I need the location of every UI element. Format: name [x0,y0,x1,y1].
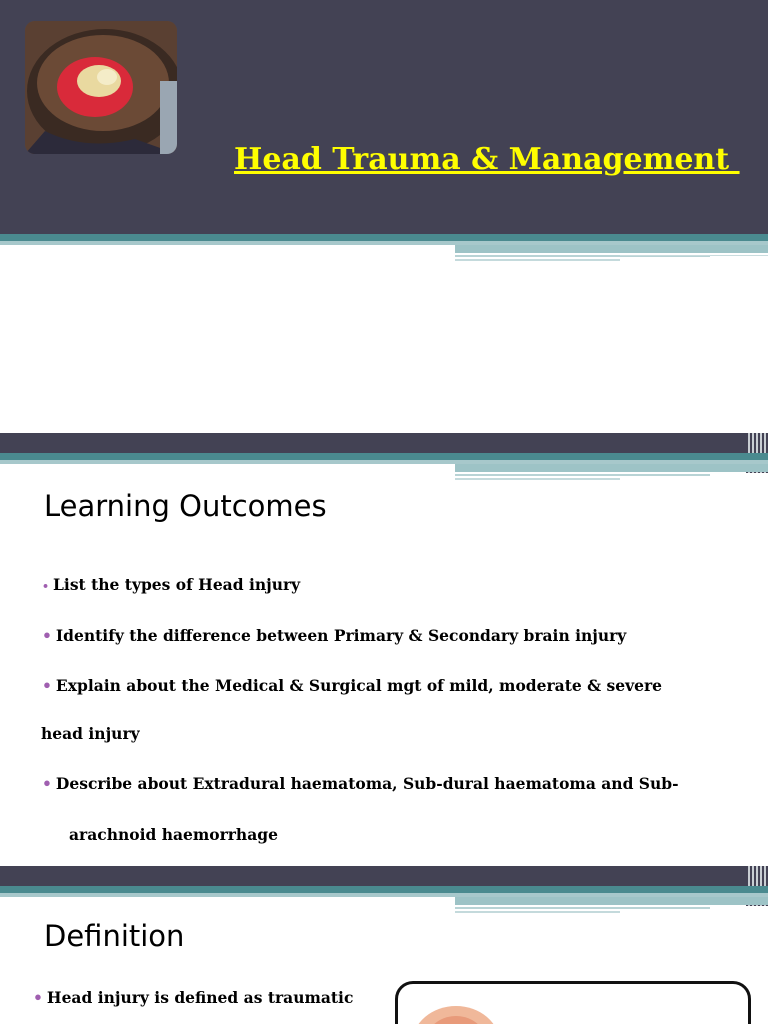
section-heading: Learning Outcomes [44,489,327,523]
list-item-continuation: arachnoid haemorrhage [69,825,278,844]
list-item: • List the types of Head injury [42,575,301,594]
slide-top-bar [0,866,768,886]
list-item: • Describe about Extradural haematoma, Sub-dural haematoma and Sub- [42,774,679,793]
section-heading: Definition [44,919,185,953]
slide-title: Head Trauma & Management [234,142,740,177]
list-item: • Explain about the Medical & Surgical mgt of mild, moderate & severe [42,676,662,695]
title-slide-header [0,0,768,234]
definition-slide [0,866,768,1024]
slide-top-bar [0,433,768,453]
decorative-band [0,234,768,274]
decorative-band [0,453,768,493]
list-item: • Head injury is defined as traumatic [33,988,354,1007]
title-slide [0,0,768,433]
list-item-continuation: head injury [41,724,140,743]
list-item: • Identify the difference between Primary & Secondary brain injury [42,626,627,645]
learning-outcomes-slide [0,433,768,866]
brain-illustration [395,981,751,1024]
head-wound-photo [25,21,177,154]
